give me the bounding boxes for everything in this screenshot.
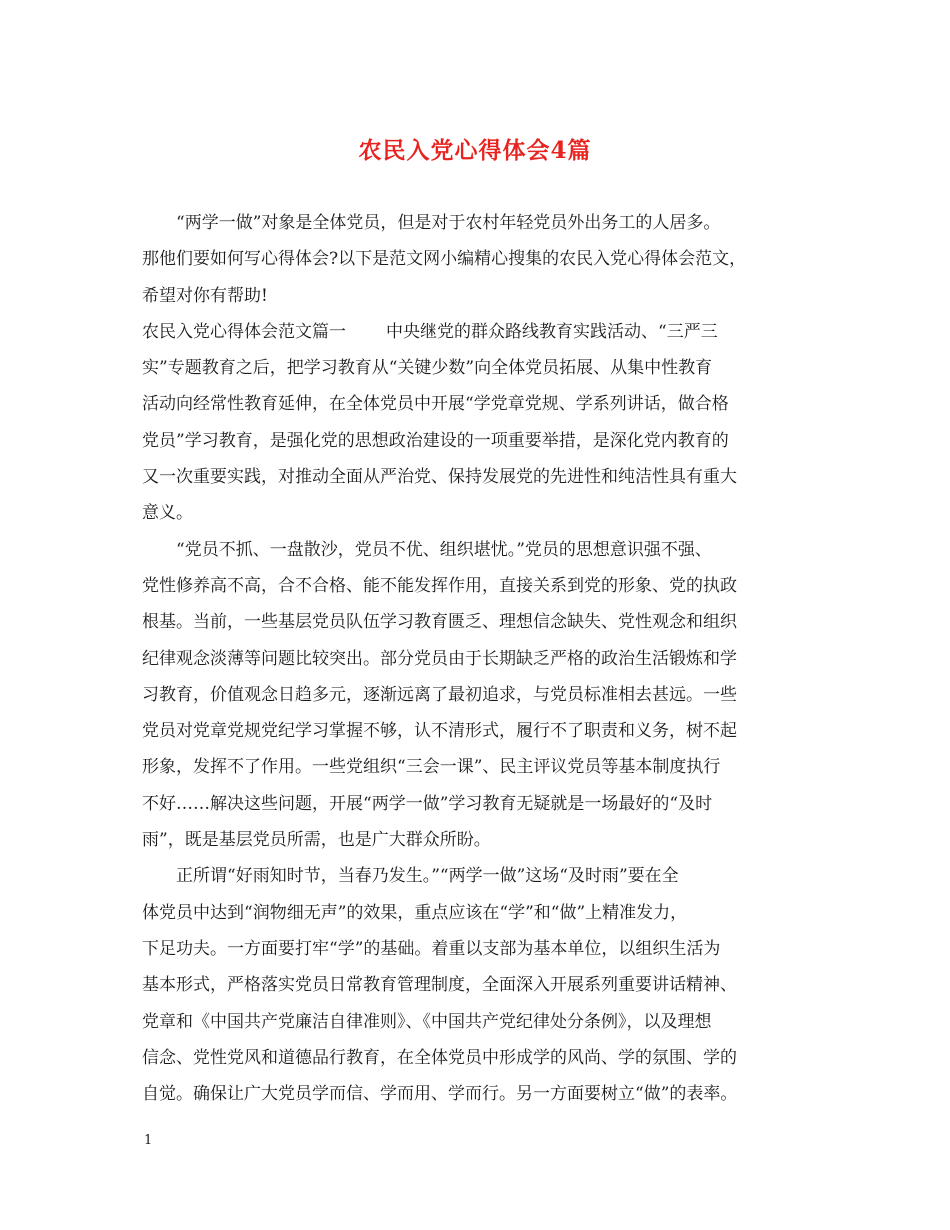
paragraph2-line: 不好……解决这些问题，开展“两学一做”学习教育无疑就是一场最好的“及时: [142, 793, 713, 814]
section-heading: 农民入党心得体会范文篇一: [142, 321, 346, 342]
paragraph3-line: 自觉。确保让广大党员学而信、学而用、学而行。另一方面要树立“做”的表率。: [142, 1084, 738, 1105]
section1-line: 党员”学习教育，是强化党的思想政治建设的一项重要举措，是深化党内教育的: [142, 430, 729, 451]
section1-first-line: [142, 314, 812, 350]
section1-line: 活动向经常性教育延伸，在全体党员中开展“学党章党规、学系列讲话，做合格: [142, 394, 729, 415]
intro-line: 希望对你有帮助!: [142, 285, 268, 306]
document-body: [142, 205, 812, 1112]
paragraph3-line: 信念、党性党风和道德品行教育，在全体党员中形成学的风尚、学的氛围、学的: [142, 1047, 737, 1068]
paragraph3-line: 基本形式，严格落实党员日常教育管理制度，全面深入开展系列重要讲话精神、: [142, 975, 737, 996]
document-title: 农民入党心得体会4篇: [358, 137, 592, 164]
paragraph3-line: 体党员中达到“润物细无声”的效果，重点应该在“学”和“做”上精准发力，: [142, 902, 688, 923]
paragraph3-line: 党章和《中国共产党廉洁自律准则》、《中国共产党纪律处分条例》，以及理想: [142, 1011, 712, 1032]
intro-line: “两学一做”对象是全体党员，但是对于农村年轻党员外出务工的人居多。: [176, 213, 721, 233]
paragraph2-line: 形象，发挥不了作用。一些党组织“三会一课”、民主评议党员等基本制度执行: [142, 757, 721, 778]
paragraph3-line: 正所谓“好雨知时节，当春乃发生。”“两学一做”这场“及时雨”要在全: [176, 866, 679, 887]
section1-line: 中央继党的群众路线教育实践活动、“三严三: [386, 321, 718, 342]
paragraph2-line: 雨”，既是基层党员所需，也是广大群众所盼。: [142, 830, 491, 851]
page-number: 1: [144, 1133, 153, 1148]
paragraph2-line: 纪律观念淡薄等问题比较突出。部分党员由于长期缺乏严格的政治生活锻炼和学: [142, 648, 737, 669]
paragraph2-line: 根基。当前，一些基层党员队伍学习教育匮乏、理想信念缺失、党性观念和组织: [142, 612, 737, 633]
paragraph2-line: 习教育，价值观念日趋多元，逐渐远离了最初追求，与党员标准相去甚远。一些: [142, 684, 737, 705]
section1-line: 又一次重要实践，对推动全面从严治党、保持发展党的先进性和纯洁性具有重大: [142, 467, 737, 488]
paragraph2-line: 党员对党章党规党纪学习掌握不够，认不清形式，履行不了职责和义务，树不起: [142, 721, 737, 742]
section1-line: 实”专题教育之后，把学习教育从“关键少数”向全体党员拓展、从集中性教育: [142, 358, 713, 379]
paragraph2-line: “党员不抓、一盘散沙，党员不优、组织堪忧。”党员的思想意识强不强、: [176, 539, 712, 560]
section1-line: 意义。: [142, 503, 193, 524]
paragraph3-line: 下足功夫。一方面要打牢“学”的基础。着重以支部为基本单位，以组织生活为: [142, 938, 721, 959]
intro-line: 那他们要如何写心得体会?以下是范文网小编精心搜集的农民入党心得体会范文，: [142, 249, 747, 270]
paragraph2-line: 党性修养高不高，合不合格、能不能发挥作用，直接关系到党的形象、党的执政: [142, 575, 737, 596]
